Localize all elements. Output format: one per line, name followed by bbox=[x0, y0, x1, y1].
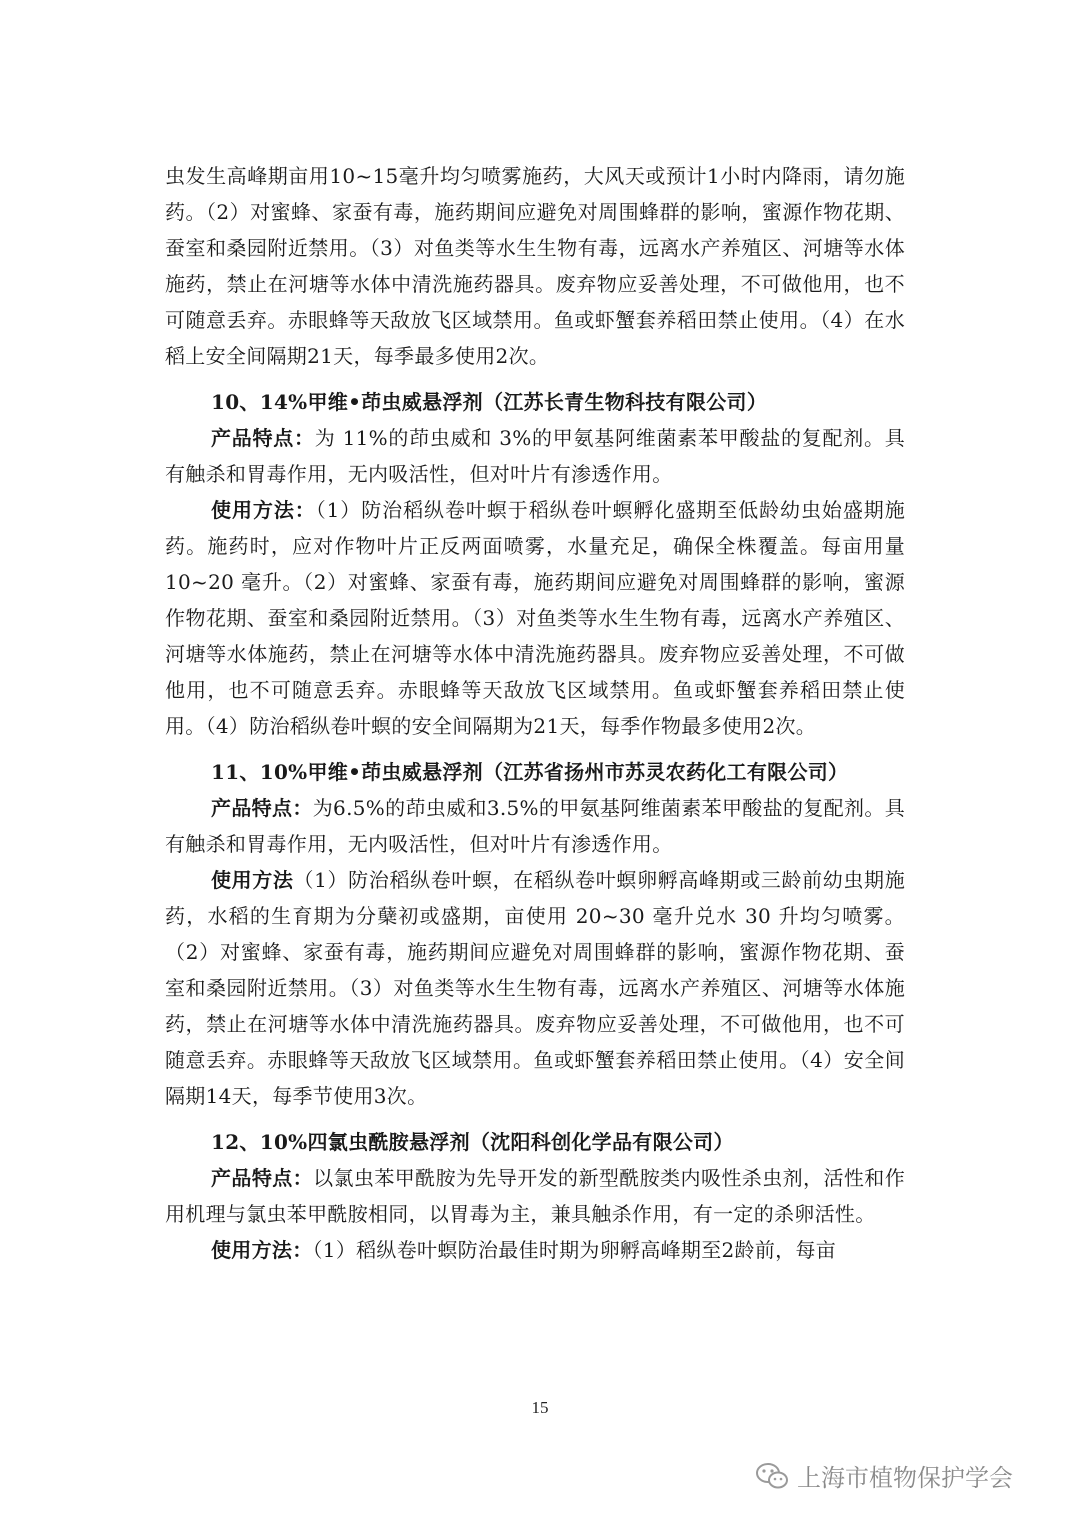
usage-text: （1）防治稻纵卷叶螟于稻纵卷叶螟孵化盛期至低龄幼虫始盛期施药。施药时，应对作物叶片正反两面喷雾，水量充足，确保全株覆盖。每亩用量 10~20 毫升。（2）对蜜蜂、家蚕有毒，施药期间应避免对周围蜂群的影响，蜜源作物花期、蚕室和桑园附近禁用。（3）对鱼类等水生生物有毒，远离水产养殖区、河塘等水体施药，禁止在河塘等水体中清洗施药器具。废弃物应妥善处理，不可做他用，也不可随意丢弃。赤眼蜂等天敌放飞区域禁用。鱼或虾蟹套养稻田禁止使用。（4）防治稻纵卷叶螟的安全间隔期为21天，每季作物最多使用2次。 bbox=[165, 498, 905, 738]
usage-label: 使用方法： bbox=[211, 1238, 313, 1262]
section-heading: 11、10%甲维•茚虫威悬浮剂（江苏省扬州市苏灵农药化工有限公司） bbox=[211, 760, 849, 784]
product-features bbox=[165, 1160, 905, 1232]
watermark bbox=[755, 1458, 1013, 1493]
section-heading: 10、14%甲维•茚虫威悬浮剂（江苏长青生物科技有限公司） bbox=[211, 390, 768, 414]
page-number: 15 bbox=[531, 1398, 549, 1417]
features-text: 为6.5%的茚虫威和3.5%的甲氨基阿维菌素苯甲酸盐的复配剂。具有触杀和胃毒作用，无内吸活性，但对叶片有渗透作用。 bbox=[165, 796, 905, 856]
features-text: 以氯虫苯甲酰胺为先导开发的新型酰胺类内吸性杀虫剂，活性和作用机理与氯虫苯甲酰胺相同，以胃毒为主，兼具触杀作用，有一定的杀卵活性。 bbox=[165, 1166, 905, 1226]
usage-label: 使用方法 bbox=[211, 868, 294, 892]
usage-method bbox=[165, 1232, 905, 1268]
features-label: 产品特点： bbox=[211, 1166, 314, 1190]
features-label: 产品特点： bbox=[211, 426, 315, 450]
usage-label: 使用方法： bbox=[211, 498, 316, 522]
product-features bbox=[165, 790, 905, 862]
product-features bbox=[165, 420, 905, 492]
usage-method bbox=[165, 492, 905, 744]
wechat-icon bbox=[755, 1461, 789, 1491]
document-body bbox=[165, 158, 905, 1268]
usage-method bbox=[165, 862, 905, 1114]
section-heading: 12、10%四氯虫酰胺悬浮剂（沈阳科创化学品有限公司） bbox=[211, 1130, 734, 1154]
watermark-text: 上海市植物保护学会 bbox=[797, 1464, 1013, 1492]
usage-text: （1）防治稻纵卷叶螟，在稻纵卷叶螟卵孵高峰期或三龄前幼虫期施药，水稻的生育期为分蘖初或盛期，亩使用 20~30 毫升兑水 30 升均匀喷雾。（2）对蜜蜂、家蚕有毒，施药期间应避免对周围蜂群的影响，蜜源作物花期、蚕室和桑园附近禁用。（3）对鱼类等水生生物有毒，远离水产养殖区、河塘等水体施药，禁止在河塘等水体中清洗施药器具。废弃物应妥善处理，不可做他用，也不可随意丢弃。赤眼蜂等天敌放飞区域禁用。鱼或虾蟹套养稻田禁止使用。（4）安全间隔期14天，每季节使用3次。 bbox=[165, 868, 905, 1108]
features-text: 为 11%的茚虫威和 3%的甲氨基阿维菌素苯甲酸盐的复配剂。具有触杀和胃毒作用，无内吸活性，但对叶片有渗透作用。 bbox=[165, 426, 905, 486]
features-label: 产品特点： bbox=[211, 796, 313, 820]
usage-text: （1）稻纵卷叶螟防治最佳时期为卵孵高峰期至2龄前，每亩 bbox=[312, 1238, 837, 1262]
intro-paragraph: 虫发生高峰期亩用10~15毫升均匀喷雾施药，大风天或预计1小时内降雨，请勿施药。（2）对蜜蜂、家蚕有毒，施药期间应避免对周围蜂群的影响，蜜源作物花期、蚕室和桑园附近禁用。（3）对鱼类等水生生物有毒，远离水产养殖区、河塘等水体施药，禁止在河塘等水体中清洗施药器具。废弃物应妥善处理，不可做他用，也不可随意丢弃。赤眼蜂等天敌放飞区域禁用。鱼或虾蟹套养稻田禁止使用。（4）在水稻上安全间隔期21天，每季最多使用2次。 bbox=[165, 164, 905, 368]
